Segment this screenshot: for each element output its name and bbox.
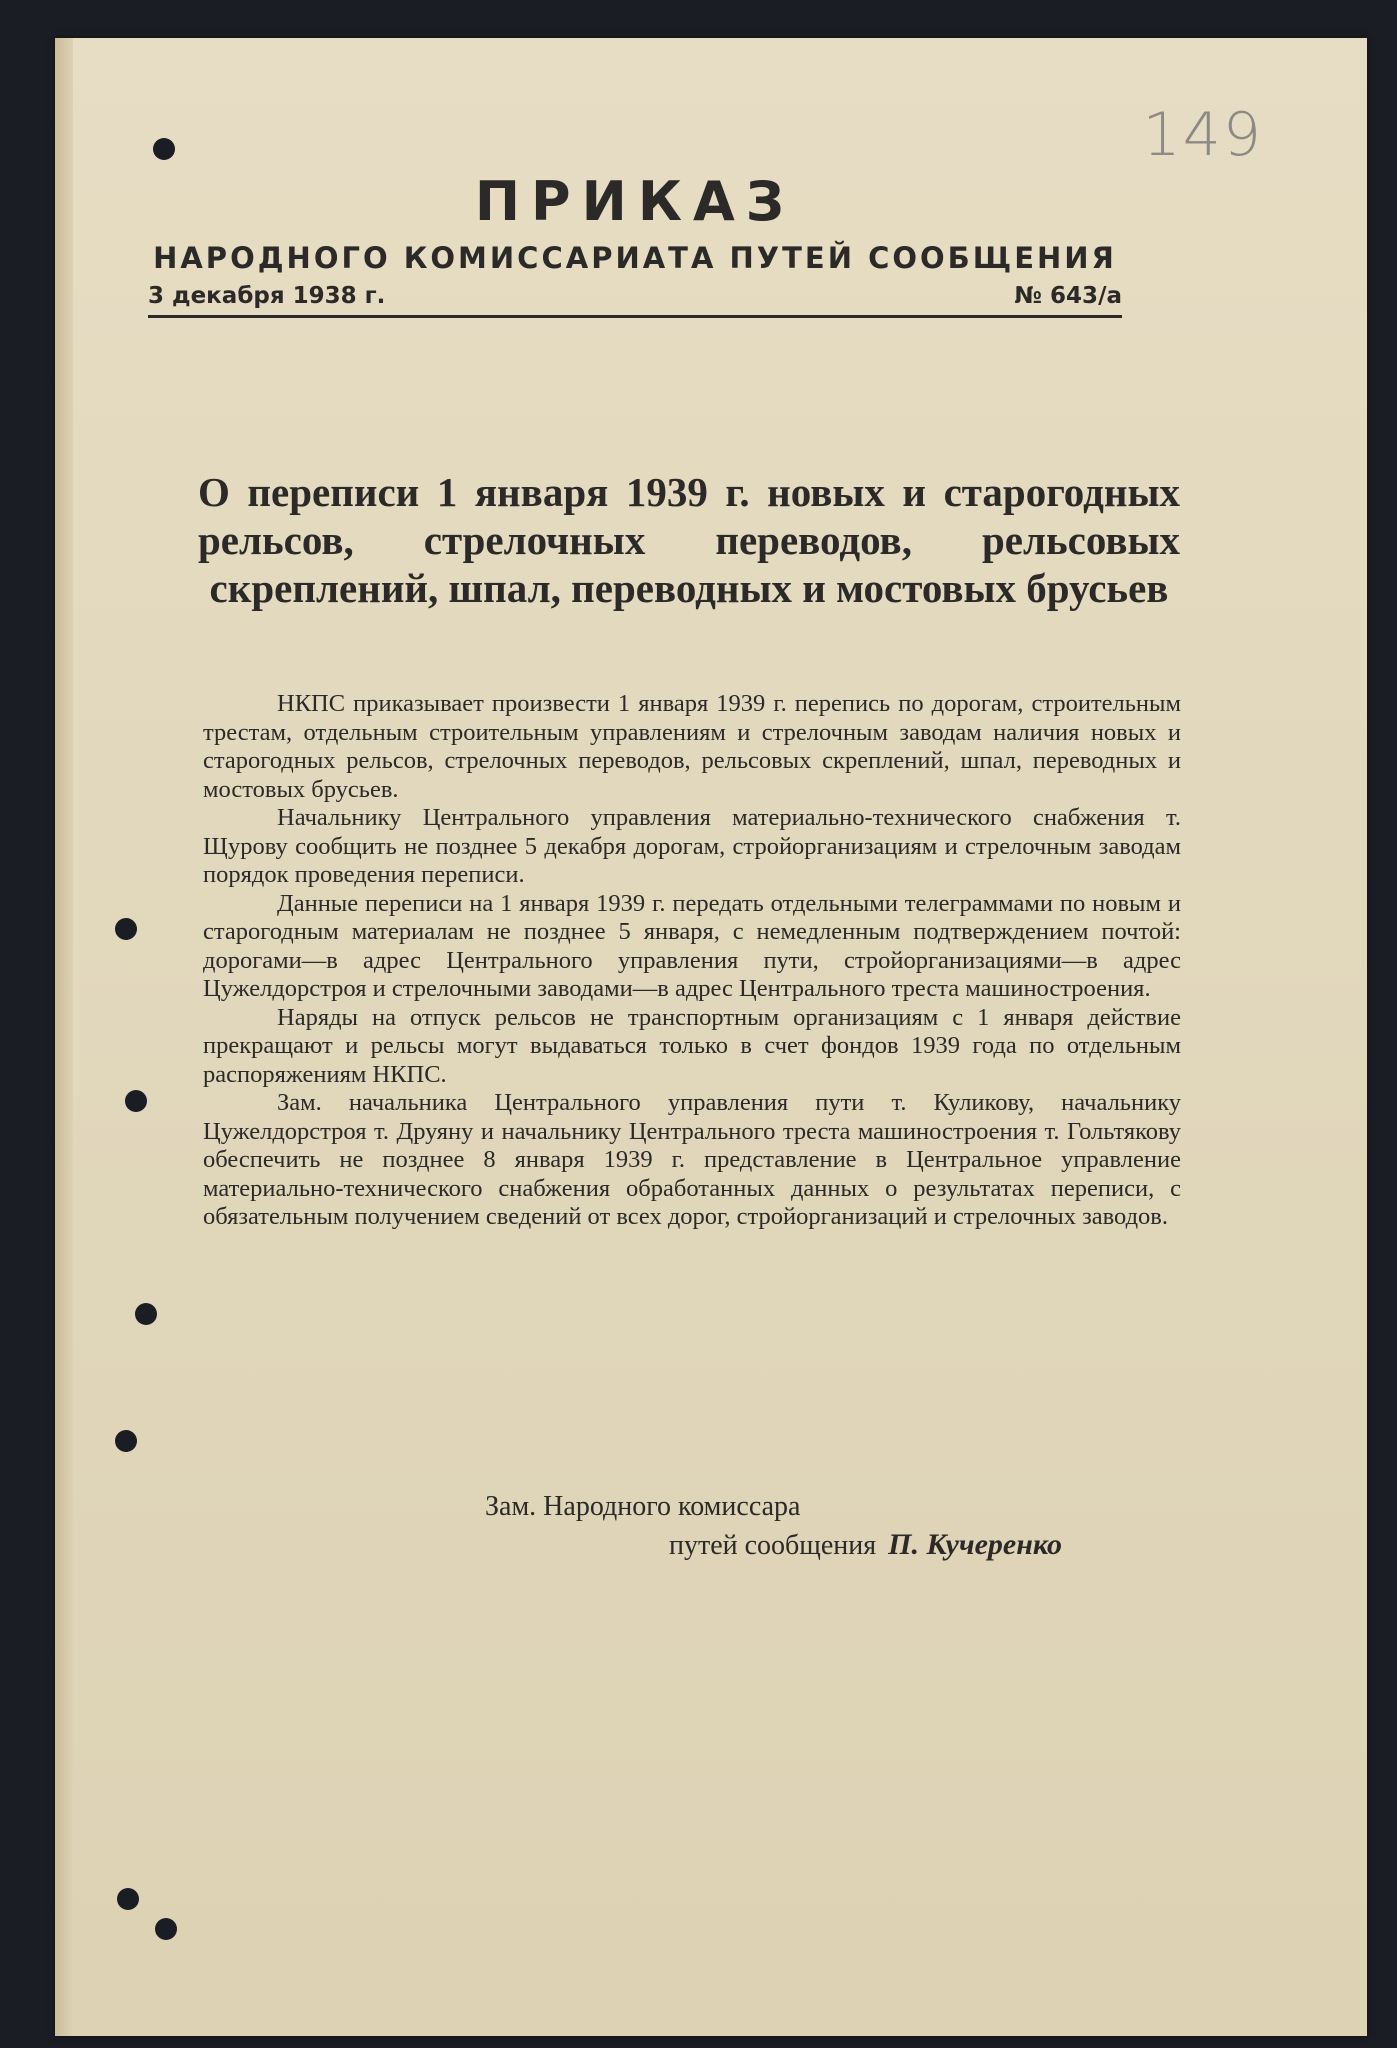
- order-header: [148, 170, 1122, 318]
- order-date: 3 декабря 1938 г.: [148, 283, 386, 309]
- archive-page-number: 149: [1142, 100, 1263, 170]
- paragraph: Начальнику Центрального управления материально-технического снабжения т. Щурову сообщить не позднее 5 декабря дорогам, стройорганизациям и стрелочным заводам порядок проведения переписи.: [203, 804, 1181, 888]
- order-number: № 643/а: [1014, 283, 1122, 309]
- binding-hole: [115, 918, 137, 940]
- order-subtitle: НАРОДНОГО КОМИССАРИАТА ПУТЕЙ СООБЩЕНИЯ: [153, 241, 1117, 275]
- binding-hole: [117, 1888, 139, 1910]
- document-body: [203, 690, 1181, 1232]
- paragraph: Зам. начальника Центрального управления пути т. Куликову, начальнику Цужелдорстроя т. Друяну и начальнику Центрального треста машиностроения т. Гольтякову обеспечить не позднее 8 января 1939 г. представление в Центральное управление материально-технического снабжения обработанных данных о результатах переписи, с обязательным получением сведений от всех дорог, стройорганизаций и стрелочных заводов.: [203, 1089, 1181, 1230]
- binding-hole: [115, 1430, 137, 1452]
- signature-position-line2: [669, 1526, 1205, 1565]
- signatory-name: П. Кучеренко: [888, 1528, 1062, 1561]
- paragraph: Данные переписи на 1 января 1939 г. передать отдельными телеграммами по новым и старогодным материалам не позднее 5 января, с немедленным подтверждением почтой: дорогами—в адрес Центрального управления пути, стройорганизациями—в адрес Цужелдорстроя и стрелочными заводами—в адрес Центрального треста машиностроения.: [203, 889, 1181, 1002]
- page-fold-edge: [55, 38, 73, 2036]
- binding-hole: [155, 1918, 177, 1940]
- signature-department: путей сообщения: [669, 1530, 877, 1561]
- order-title: ПРИКАЗ: [474, 170, 796, 233]
- binding-hole: [135, 1303, 157, 1325]
- binding-hole: [153, 138, 175, 160]
- paragraph: Наряды на отпуск рельсов не транспортным организациям с 1 января действие прекращают и рельсы могут выдаваться только в счет фондов 1939 года по отдельным распоряжениям НКПС.: [203, 1003, 1181, 1088]
- document-title: О переписи 1 января 1939 г. новых и старогодных рельсов, стрелочных переводов, рельсовых скреплений, шпал, переводных и мостовых брусьев: [198, 469, 1180, 611]
- order-meta: [148, 283, 1122, 318]
- paragraph: НКПС приказывает произвести 1 января 1939 г. перепись по дорогам, строительным трестам, отдельным строительным управлениям и стрелочным заводам наличия новых и старогодных рельсов, стрелочных переводов, рельсовых скреплений, шпал, переводных и мостовых брусьев.: [203, 690, 1181, 803]
- signature-position: Зам. Народного комиссара: [485, 1491, 801, 1522]
- signature-block: [485, 1488, 1205, 1565]
- binding-hole: [125, 1090, 147, 1112]
